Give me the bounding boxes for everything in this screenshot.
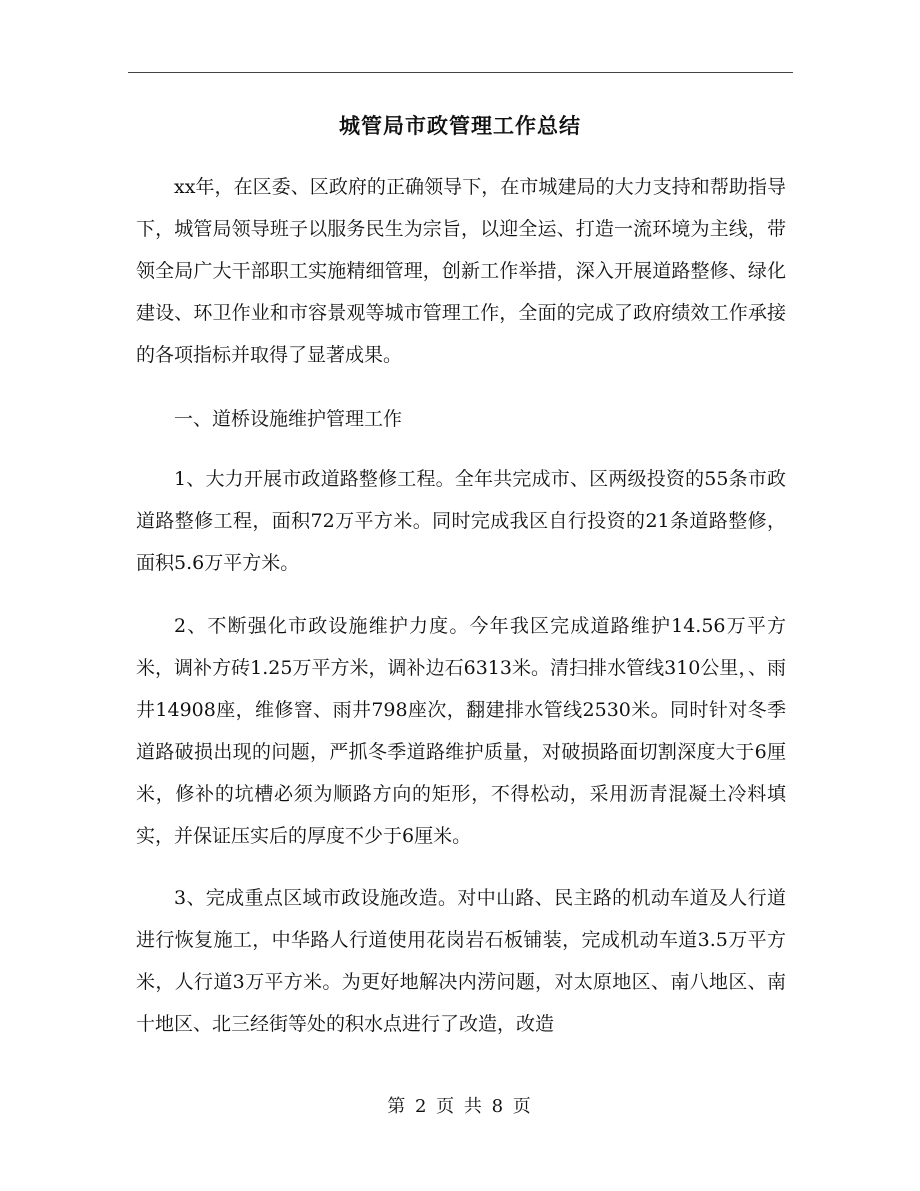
paragraph-item-1: 1、大力开展市政道路整修工程。全年共完成市、区两级投资的55条市政道路整修工程，面积72万平方米。同时完成我区自行投资的21条道路整修，面积5.6万平方米。 [136,468,786,574]
paragraph-item-2: 2、不断强化市政设施维护力度。今年我区完成道路维护14.56万平方米，调补方砖1.25万平方米，调补边石6313米。清扫排水管线310公里，、雨井14908座，维修窨、雨井798座次，翻建排水管线2530米。同时针对冬季道路破损出现的问题，严抓冬季道路维护质量，对破损路面切割深度大于6厘米，修补的坑槽必须为顺路方向的矩形，不得松动，采用沥青混凝土冷料填实，并保证压实后的厚度不少于6厘米。 [136,615,786,847]
paragraph-item-3: 3、完成重点区域市政设施改造。对中山路、民主路的机动车道及人行道进行恢复施工，中华路人行道使用花岗岩石板铺装，完成机动车道3.5万平方米，人行道3万平方米。为更好地解决内涝问题，对太原地区、南八地区、南十地区、北三经街等处的积水点进行了改造，改造 [136,887,786,1035]
paragraph-intro: xx年，在区委、区政府的正确领导下，在市城建局的大力支持和帮助指导下，城管局领导班子以服务民生为宗旨，以迎全运、打造一流环境为主线，带领全局广大干部职工实施精细管理，创新工作举措，深入开展道路整修、绿化建设、环卫作业和市容景观等城市管理工作，全面的完成了政府绩效工作承接的各项指标并取得了显著成果。 [136,176,786,366]
section-heading-1: 一、道桥设施维护管理工作 [174,408,403,430]
document-title: 城管局市政管理工作总结 [339,113,581,138]
header-rule [128,72,793,73]
page-number-footer: 第 2 页 共 8 页 [387,1096,533,1117]
